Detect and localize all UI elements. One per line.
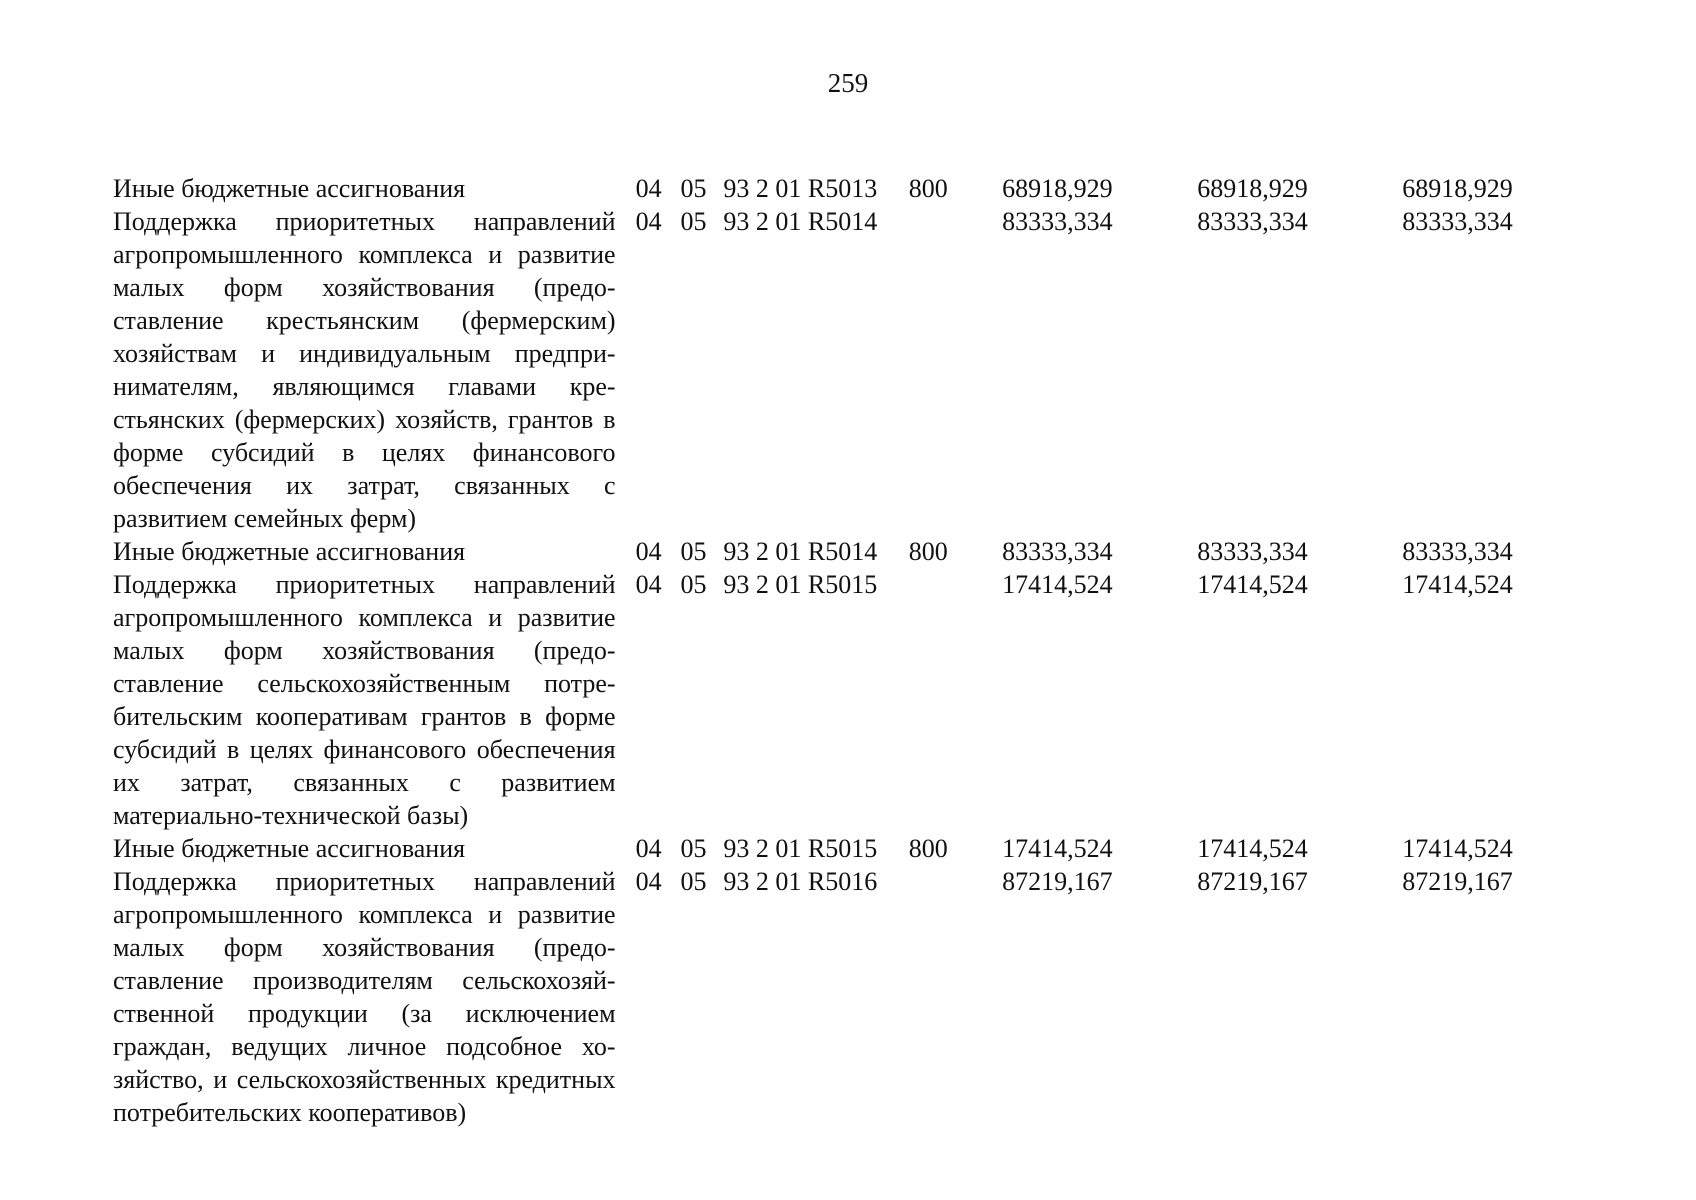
row-amount-1: 87219,167	[1002, 867, 1113, 896]
row-section-code: 04	[635, 174, 662, 203]
row-amount-1: 83333,334	[1002, 207, 1113, 236]
row-section-code: 04	[635, 867, 662, 896]
row-target-article-code: 93 2 01 R5014	[723, 537, 878, 566]
row-target-article-code: 93 2 01 R5014	[723, 207, 878, 236]
row-description: Иные бюджетные ассигнования	[113, 834, 466, 863]
row-expense-type-code: 800	[908, 537, 948, 566]
row-amount-3: 68918,929	[1402, 174, 1513, 203]
row-amount-2: 83333,334	[1197, 207, 1308, 236]
row-subsection-code: 05	[680, 570, 707, 599]
row-target-article-code: 93 2 01 R5016	[723, 867, 878, 896]
budget-table	[113, 172, 1573, 1129]
row-description: Поддержка приоритетных направлений агропромышленного комплекса и развитие малых форм хозяйствования (предоставление производителям сельскохозяйственной продукции (за исключением граждан, ведущих личное подсобное хозяйство, и сельскохозяйственных кредитных потребительских кооперативов)	[113, 867, 616, 1127]
row-description: Поддержка приоритетных направлений агропромышленного комплекса и развитие малых форм хозяйствования (предоставление крестьянским (фермерским) хозяйствам и индивидуальным предпринимателям, являющимся главами крестьянских (фермерских) хозяйств, грантов в форме субсидий в целях финансового обеспечения их затрат, связанных с развитием семейных ферм)	[113, 207, 616, 533]
row-subsection-code: 05	[680, 834, 707, 863]
row-section-code: 04	[635, 207, 662, 236]
row-subsection-code: 05	[680, 537, 707, 566]
row-amount-1: 83333,334	[1002, 537, 1113, 566]
row-target-article-code: 93 2 01 R5015	[723, 834, 878, 863]
row-amount-2: 68918,929	[1197, 174, 1308, 203]
row-description: Иные бюджетные ассигнования	[113, 537, 466, 566]
row-amount-3: 17414,524	[1402, 834, 1513, 863]
row-target-article-code: 93 2 01 R5015	[723, 570, 878, 599]
row-expense-type-code: 800	[908, 834, 948, 863]
table-row	[113, 172, 1573, 205]
table-row	[113, 535, 1573, 568]
table-row	[113, 865, 1573, 1129]
row-section-code: 04	[635, 834, 662, 863]
row-amount-2: 87219,167	[1197, 867, 1308, 896]
row-subsection-code: 05	[680, 207, 707, 236]
row-description: Поддержка приоритетных направлений агропромышленного комплекса и развитие малых форм хозяйствования (предоставление сельскохозяйственным потребительским кооперативам грантов в форме субсидий в целях финансового обеспечения их затрат, связанных с развитием материально-технической базы)	[113, 570, 616, 830]
row-amount-3: 83333,334	[1402, 537, 1513, 566]
row-target-article-code: 93 2 01 R5013	[723, 174, 878, 203]
row-section-code: 04	[635, 537, 662, 566]
table-row	[113, 205, 1573, 535]
row-amount-1: 17414,524	[1002, 570, 1113, 599]
row-amount-2: 17414,524	[1197, 570, 1308, 599]
row-expense-type-code: 800	[908, 174, 948, 203]
row-section-code: 04	[635, 570, 662, 599]
row-amount-1: 17414,524	[1002, 834, 1113, 863]
row-subsection-code: 05	[680, 867, 707, 896]
row-subsection-code: 05	[680, 174, 707, 203]
row-amount-2: 17414,524	[1197, 834, 1308, 863]
table-row	[113, 568, 1573, 832]
row-amount-1: 68918,929	[1002, 174, 1113, 203]
row-description: Иные бюджетные ассигнования	[113, 174, 466, 203]
row-amount-3: 87219,167	[1402, 867, 1513, 896]
table-row	[113, 832, 1573, 865]
row-amount-2: 83333,334	[1197, 537, 1308, 566]
row-amount-3: 17414,524	[1402, 570, 1513, 599]
page-number: 259	[827, 68, 869, 98]
row-amount-3: 83333,334	[1402, 207, 1513, 236]
